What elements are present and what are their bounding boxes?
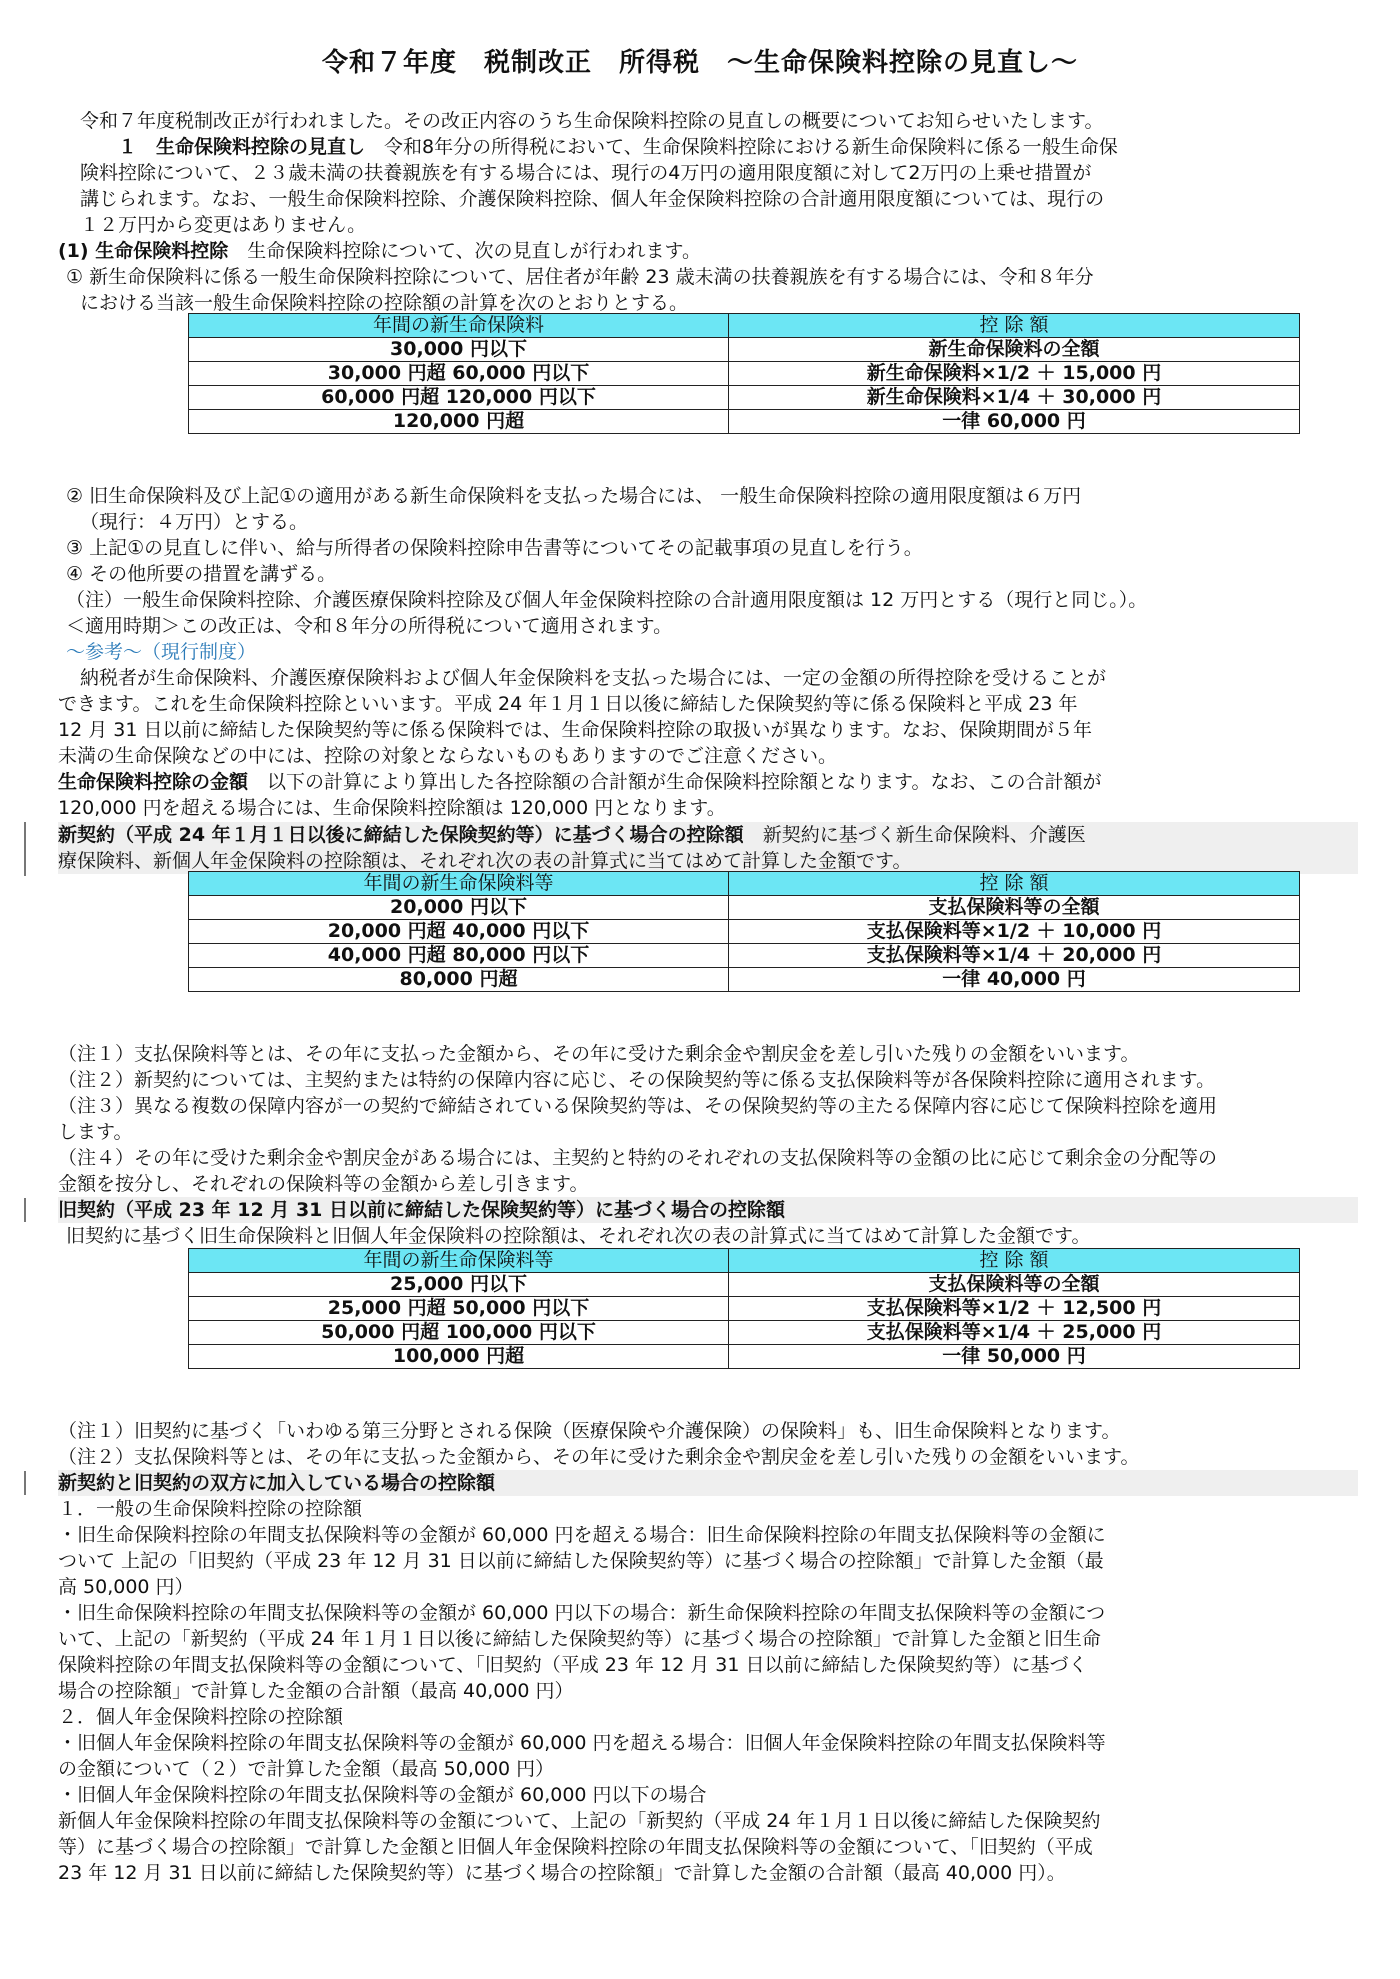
amount-line-1: 生命保険料控除の金額 以下の計算により算出した各控除額の合計額が生命保険料控除額となります。なお、この合計額が [58,771,1102,793]
both-line: １．一般の生命保険料控除の控除額 [58,1498,363,1520]
section-marker [24,1198,26,1222]
both-line: ついて 上記の「旧契約（平成 23 年 12 月 31 日以前に締結した保険契約等）に基づく場合の控除額」で計算した金額（最 [58,1550,1104,1572]
after1-note: （注）一般生命保険料控除、介護医療保険料控除及び個人年金保険料控除の合計適用限度額は 12 万円とする（現行と同じ。）。 [66,589,1148,611]
both-line: ・旧個人年金保険料控除の年間支払保険料等の金額が 60,000 円以下の場合 [58,1784,707,1806]
new-contract-line-2: 療保険料、新個人年金保険料の控除額は、それぞれ次の表の計算式に当てはめて計算した金額です。 [58,848,1358,874]
deduction-table-revised [188,313,1300,434]
table-header: 年間の新生命保険料 [189,314,729,338]
note-line: します。 [58,1121,133,1143]
old-contract-heading: 旧契約（平成 23 年 12 月 31 日以前に締結した保険契約等）に基づく場合の控除額 [58,1197,1358,1223]
reference-line: 納税者が生命保険料、介護医療保険料および個人年金保険料を支払った場合には、一定の金額の所得控除を受けることが [80,667,1107,689]
sec1-heading: １ 生命保険料控除の見直し [118,136,366,158]
page-title: 令和７年度 税制改正 所得税 ～生命保険料控除の見直し～ [321,48,1078,78]
note-line: （注３）異なる複数の保障内容が一の契約で締結されている保険契約等は、その保険契約等の主たる保障内容に応じて保険料控除を適用 [58,1095,1218,1117]
item1-line: (1) 生命保険料控除 生命保険料控除について、次の見直しが行われます。 [58,240,701,262]
sec1-line-1: １ 生命保険料控除の見直し 令和8年分の所得税において、生命保険料控除における新生命保険料に係る一般生命保 [118,136,1118,158]
both-line: ・旧個人年金保険料控除の年間支払保険料等の金額が 60,000 円を超える場合：旧個人年金保険料控除の年間支払保険料等 [58,1732,1106,1754]
old-contract-text: 旧契約に基づく旧生命保険料と旧個人年金保険料の控除額は、それぞれ次の表の計算式に当てはめて計算した金額です。 [66,1225,1091,1247]
both-line: ・旧生命保険料控除の年間支払保険料等の金額が 60,000 円を超える場合：旧生命保険料控除の年間支払保険料等の金額に [58,1524,1106,1546]
both-line: ・旧生命保険料控除の年間支払保険料等の金額が 60,000 円以下の場合：新生命保険料控除の年間支払保険料等の金額につ [58,1602,1106,1624]
amount-line-2: 120,000 円を超える場合には、生命保険料控除額は 120,000 円となります。 [58,797,726,819]
table-header: 控 除 額 [729,1249,1300,1273]
both-line: 場合の控除額」で計算した金額の合計額（最高 40,000 円） [58,1680,574,1702]
table-row: 40,000 円超 80,000 円以下 支払保険料等×1/4 ＋ 20,000 円 [189,944,1300,968]
note-line: （注４）その年に受けた剰余金や割戻金がある場合には、主契約と特約のそれぞれの支払保険料等の金額の比に応じて剰余金の分配等の [58,1147,1218,1169]
table-row: 25,000 円以下 支払保険料等の全額 [189,1273,1300,1297]
new-contract-heading: 新契約（平成 24 年１月１日以後に締結した保険契約等）に基づく場合の控除額 [58,824,744,846]
deduction-table-old-contract [188,1248,1300,1369]
both-line: 新個人年金保険料控除の年間支払保険料等の金額について、上記の「新契約（平成 24 年１月１日以後に締結した保険契約 [58,1810,1101,1832]
amount-heading: 生命保険料控除の金額 [58,771,249,793]
note-line: 金額を按分し、それぞれの保険料等の金額から差し引きます。 [58,1173,589,1195]
both-contracts-heading: 新契約と旧契約の双方に加入している場合の控除額 [58,1470,1358,1496]
table-row: 30,000 円以下 新生命保険料の全額 [189,338,1300,362]
reference-heading: ～参考～（現行制度） [66,641,257,663]
note-line: （注２）新契約については、主契約または特約の保障内容に応じ、その保険契約等に係る支払保険料等が各保険料控除に適用されます。 [58,1069,1216,1091]
table-row: 20,000 円超 40,000 円以下 支払保険料等×1/2 ＋ 10,000 円 [189,920,1300,944]
table-row: 60,000 円超 120,000 円以下 新生命保険料×1/4 ＋ 30,000 円 [189,386,1300,410]
table-row: 50,000 円超 100,000 円以下 支払保険料等×1/4 ＋ 25,000 円 [189,1321,1300,1345]
table-header: 控 除 額 [729,872,1300,896]
both-line: いて、上記の「新契約（平成 24 年１月１日以後に締結した保険契約等）に基づく場合の控除額」で計算した金額と旧生命 [58,1628,1101,1650]
sec1-line-2: 険料控除について、２３歳未満の扶養親族を有する場合には、現行の4万円の適用限度額に対して2万円の上乗せ措置が [80,162,1092,184]
after1-line: （現行：４万円）とする。 [80,511,309,533]
intro-text: 令和７年度税制改正が行われました。その改正内容のうち生命保険料控除の見直しの概要についてお知らせいたします。 [80,110,1104,132]
table-header: 年間の新生命保険料等 [189,872,729,896]
both-line: の金額について（２）で計算した金額（最高 50,000 円） [58,1758,555,1780]
table-row: 30,000 円超 60,000 円以下 新生命保険料×1/2 ＋ 15,000 円 [189,362,1300,386]
section-marker [24,1471,26,1495]
note-line: （注２）支払保険料等とは、その年に支払った金額から、その年に受けた剰余金や割戻金を差し引いた残りの金額をいいます。 [58,1446,1140,1468]
both-line: 保険料控除の年間支払保険料等の金額について、「旧契約（平成 23 年 12 月 31 日以前に締結した保険契約等）に基づく [58,1654,1088,1676]
both-line: ２．個人年金保険料控除の控除額 [58,1706,344,1728]
table-row: 80,000 円超 一律 40,000 円 [189,968,1300,992]
table-header: 控 除 額 [729,314,1300,338]
sec1-line-3: 講じられます。なお、一般生命保険料控除、介護保険料控除、個人年金保険料控除の合計適用限度額については、現行の [80,188,1105,210]
reference-line: 未満の生命保険などの中には、控除の対象とならないものもありますのでご注意ください。 [58,745,838,767]
table-row: 20,000 円以下 支払保険料等の全額 [189,896,1300,920]
item1-heading: (1) 生命保険料控除 [58,240,229,262]
note-line: （注１）支払保険料等とは、その年に支払った金額から、その年に受けた剰余金や割戻金を差し引いた残りの金額をいいます。 [58,1043,1140,1065]
note-line: （注１）旧契約に基づく「いわゆる第三分野とされる保険（医療保険や介護保険）の保険料」も、旧生命保険料となります。 [58,1420,1121,1442]
after1-line: ④ その他所要の措置を講ずる。 [66,563,337,585]
after1-line: ② 旧生命保険料及び上記①の適用がある新生命保険料を支払った場合には、 一般生命保険料控除の適用限度額は６万円 [66,485,1082,507]
new-contract-line-1: 新契約（平成 24 年１月１日以後に締結した保険契約等）に基づく場合の控除額 新契約に基づく新生命保険料、介護医 [58,822,1358,848]
both-line: 23 年 12 月 31 日以前に締結した保険契約等）に基づく場合の控除額」で計算した金額の合計額（最高 40,000 円）。 [58,1862,1066,1884]
after1-line: ③ 上記①の見直しに伴い、給与所得者の保険料控除申告書等についてその記載事項の見直しを行う。 [66,537,923,559]
item1-para-line-2: における当該一般生命保険料控除の控除額の計算を次のとおりとする。 [80,292,689,314]
table-header: 年間の新生命保険料等 [189,1249,729,1273]
item1-para-line-1: ① 新生命保険料に係る一般生命保険料控除について、居住者が年齢 23 歳未満の扶養親族を有する場合には、令和８年分 [66,266,1094,288]
applicable-period: ＜適用時期＞この改正は、令和８年分の所得税について適用されます。 [66,615,673,637]
table-row: 100,000 円超 一律 50,000 円 [189,1345,1300,1369]
reference-line: できます。これを生命保険料控除といいます。平成 24 年１月１日以後に締結した保険契約等に係る保険料と平成 23 年 [58,693,1078,715]
both-line: 高 50,000 円） [58,1576,194,1598]
deduction-table-new-contract [188,871,1300,992]
table-row: 25,000 円超 50,000 円以下 支払保険料等×1/2 ＋ 12,500 円 [189,1297,1300,1321]
section-marker [24,822,26,876]
table-row: 120,000 円超 一律 60,000 円 [189,410,1300,434]
reference-line: 12 月 31 日以前に締結した保険契約等に係る保険料では、生命保険料控除の取扱いが異なります。なお、保険期間が５年 [58,719,1092,741]
both-line: 等）に基づく場合の控除額」で計算した金額と旧個人年金保険料控除の年間支払保険料等の金額について、「旧契約（平成 [58,1836,1093,1858]
sec1-line-4: １２万円から変更はありません。 [80,214,367,236]
